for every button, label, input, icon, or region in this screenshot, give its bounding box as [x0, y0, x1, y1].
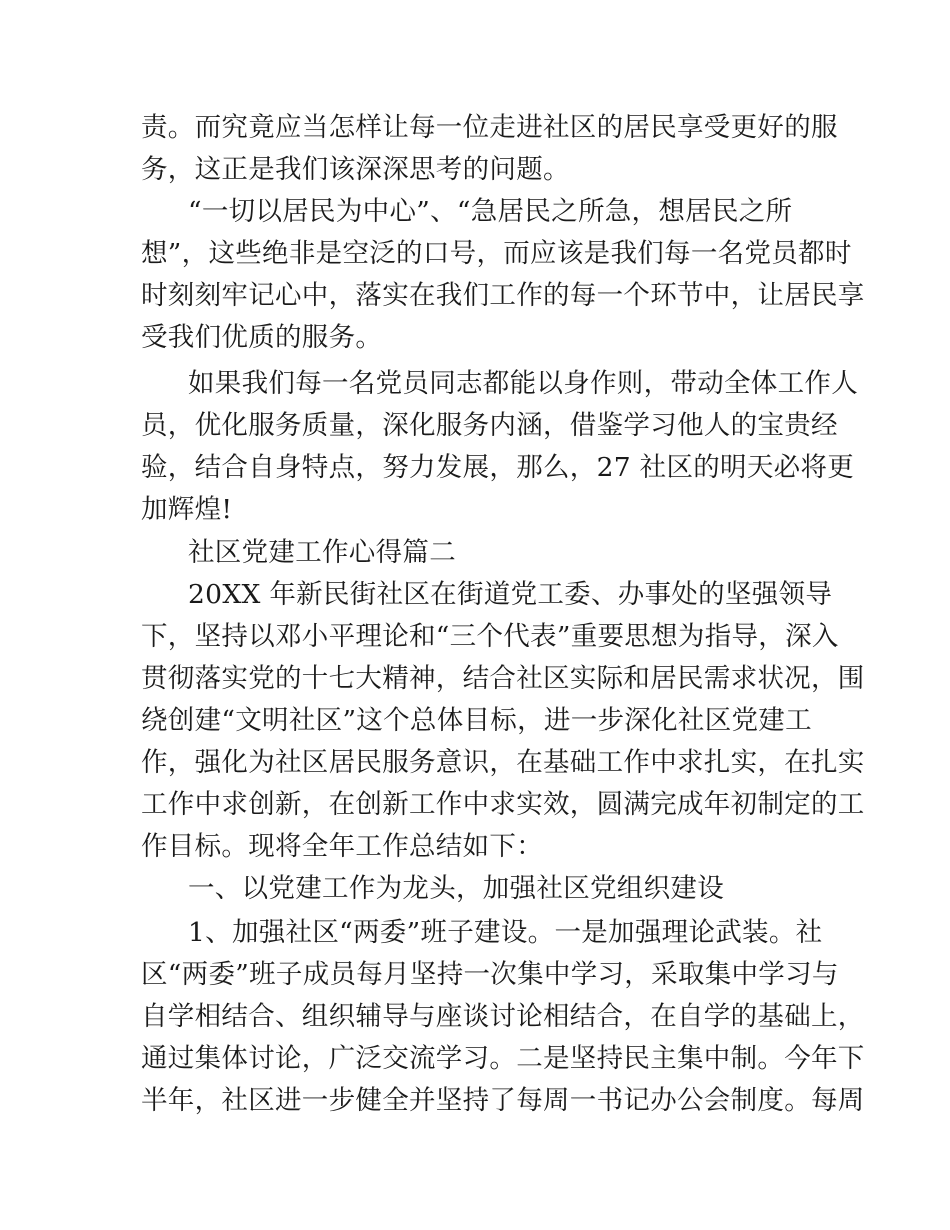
text-line: “一切以居民为中心”、“急居民之所急，想居民之所	[188, 196, 793, 227]
text-line: 贯彻落实党的十七大精神，结合社区实际和居民需求状况，围	[141, 663, 865, 694]
text-line: 通过集体讨论，广泛交流学习。二是坚持民主集中制。今年下	[141, 1043, 865, 1074]
text-line: 自学相结合、组织辅导与座谈讨论相结合，在自学的基础上，	[141, 1001, 865, 1032]
text-line: 下，坚持以邓小平理论和“三个代表”重要思想为指导，深入	[141, 621, 839, 652]
text-line: 绕创建“文明社区”这个总体目标，进一步深化社区党建工	[141, 705, 812, 736]
text-line: 作，强化为社区居民服务意识，在基础工作中求扎实，在扎实	[141, 747, 865, 778]
text-line: 想”，这些绝非是空泛的口号，而应该是我们每一名党员都时	[141, 238, 852, 269]
section-heading: 社区党建工作心得篇二	[188, 537, 456, 568]
text-line: 1、加强社区“两委”班子建设。一是加强理论武装。社	[188, 917, 823, 948]
text-line: 员，优化服务质量，深化服务内涵，借鉴学习他人的宝贵经	[141, 410, 838, 441]
text-line: 责。而究竟应当怎样让每一位走进社区的居民享受更好的服	[141, 112, 838, 143]
text-line: 工作中求创新，在创新工作中求实效，圆满完成年初制定的工	[141, 789, 865, 820]
text-line: 如果我们每一名党员同志都能以身作则，带动全体工作人	[188, 368, 858, 399]
text-line: 半年，社区进一步健全并坚持了每周一书记办公会制度。每周	[141, 1085, 865, 1116]
text-line: 受我们优质的服务。	[141, 322, 383, 353]
text-line: 作目标。现将全年工作总结如下：	[141, 831, 543, 862]
text-line: 验，结合自身特点，努力发展，那么，27 社区的明天必将更	[141, 452, 855, 483]
text-line: 20XX 年新民街社区在街道党工委、办事处的坚强领导	[188, 579, 833, 610]
text-line: 加辉煌!	[141, 494, 233, 525]
text-line: 时刻刻牢记心中，落实在我们工作的每一个环节中，让居民享	[141, 280, 865, 311]
text-line: 务，这正是我们该深深思考的问题。	[141, 154, 570, 185]
section-heading: 一、以党建工作为龙头，加强社区党组织建设	[188, 873, 724, 904]
text-line: 区“两委”班子成员每月坚持一次集中学习，采取集中学习与	[141, 959, 839, 990]
